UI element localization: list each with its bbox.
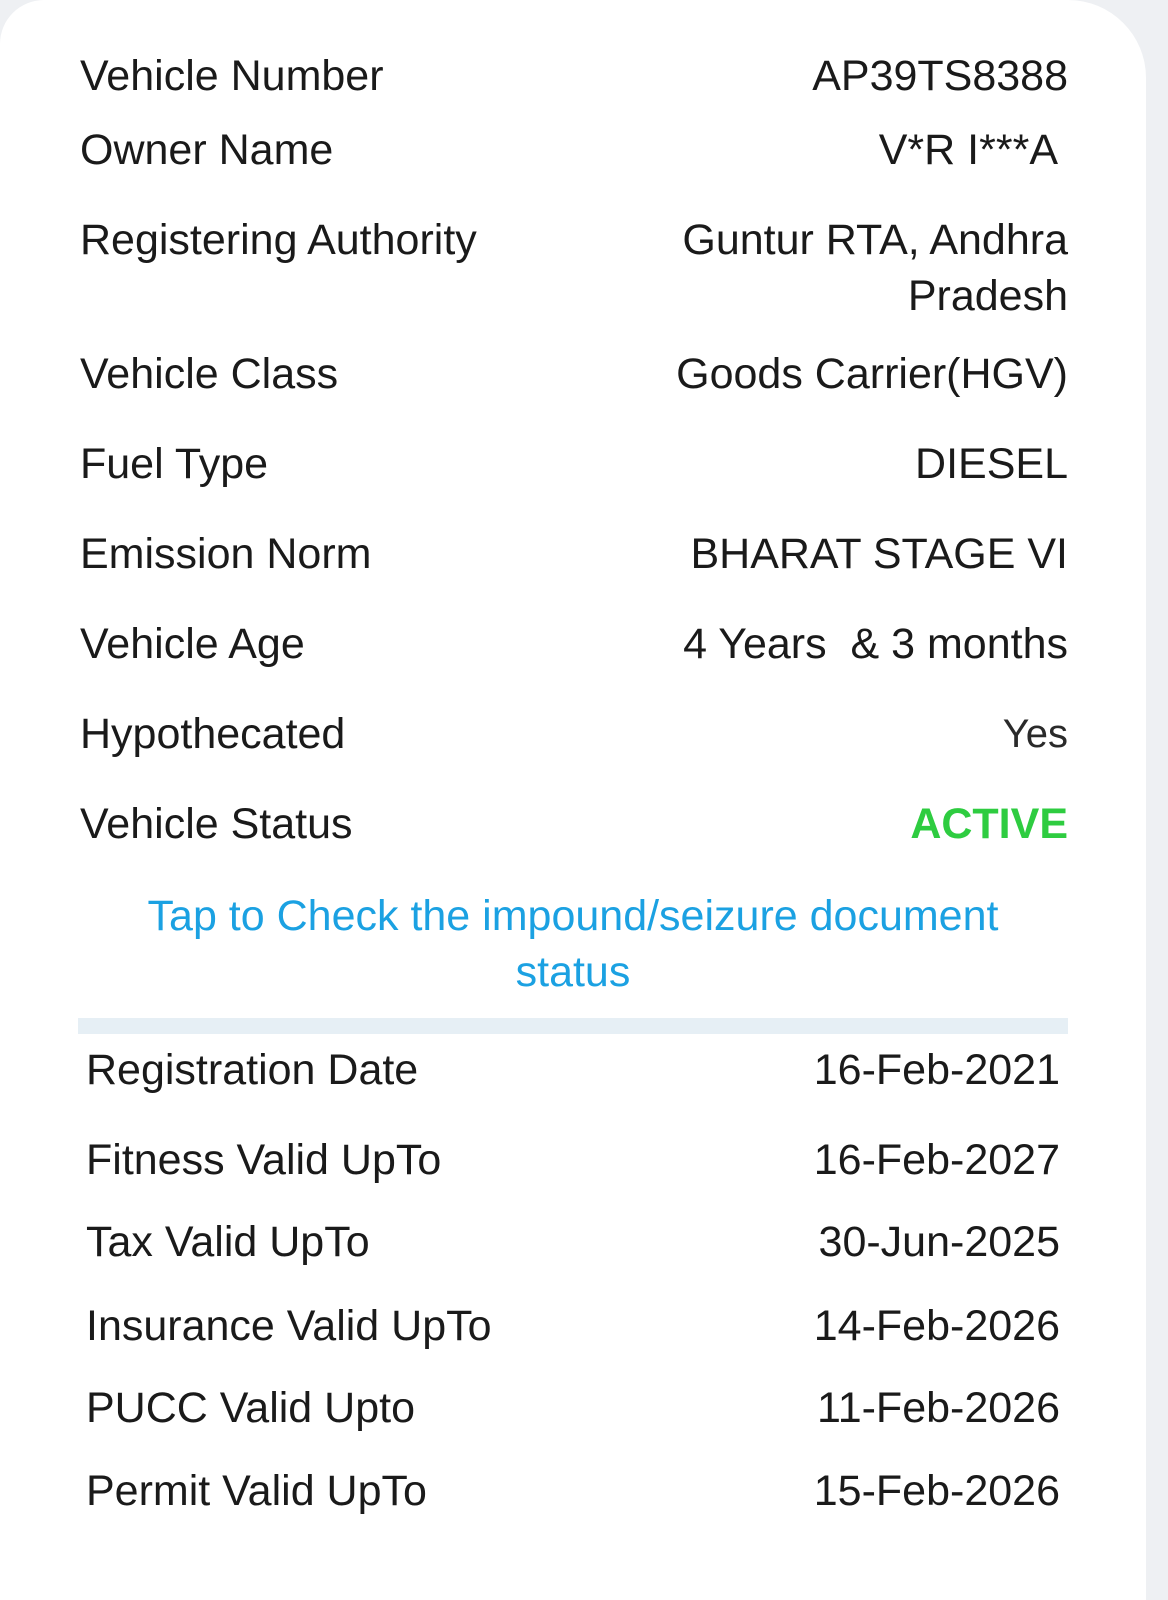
pucc-valid-label: PUCC Valid Upto [86,1384,415,1432]
section-divider [78,1018,1068,1034]
tax-valid-label: Tax Valid UpTo [86,1218,370,1266]
registration-date-value: 16-Feb-2021 [813,1046,1060,1094]
vehicle-status-badge: ACTIVE [910,800,1068,848]
permit-valid-value: 15-Feb-2026 [813,1467,1060,1515]
owner-name-label: Owner Name [80,126,334,174]
insurance-valid-label: Insurance Valid UpTo [86,1302,492,1350]
vehicle-class-label: Vehicle Class [80,350,339,398]
fuel-type-value: DIESEL [915,440,1068,488]
tax-valid-value: 30-Jun-2025 [818,1218,1060,1266]
permit-valid-label: Permit Valid UpTo [86,1467,427,1515]
registration-date-label: Registration Date [86,1046,419,1094]
vehicle-number-label: Vehicle Number [80,52,384,100]
fitness-valid-value: 16-Feb-2027 [813,1136,1060,1184]
impound-status-link[interactable]: Tap to Check the impound/seizure document status [147,892,999,996]
hypothecated-label: Hypothecated [80,710,346,758]
registering-authority-value: Guntur RTA, Andhra Pradesh [682,216,1068,320]
emission-norm-value: BHARAT STAGE VI [690,530,1068,578]
owner-name-value: V*R I***A [878,126,1058,174]
pucc-valid-value: 11-Feb-2026 [816,1384,1060,1432]
insurance-valid-value: 14-Feb-2026 [813,1302,1060,1350]
vehicle-number-value: AP39TS8388 [812,52,1068,100]
vehicle-age-label: Vehicle Age [80,620,305,668]
vehicle-class-value: Goods Carrier(HGV) [676,350,1068,398]
fuel-type-label: Fuel Type [80,440,269,488]
fitness-valid-label: Fitness Valid UpTo [86,1136,442,1184]
vehicle-status-label: Vehicle Status [80,800,353,848]
emission-norm-label: Emission Norm [80,530,372,578]
registering-authority-label: Registering Authority [80,216,477,264]
hypothecated-value: Yes [1002,712,1068,756]
vehicle-age-value: 4 Years & 3 months [683,620,1068,668]
